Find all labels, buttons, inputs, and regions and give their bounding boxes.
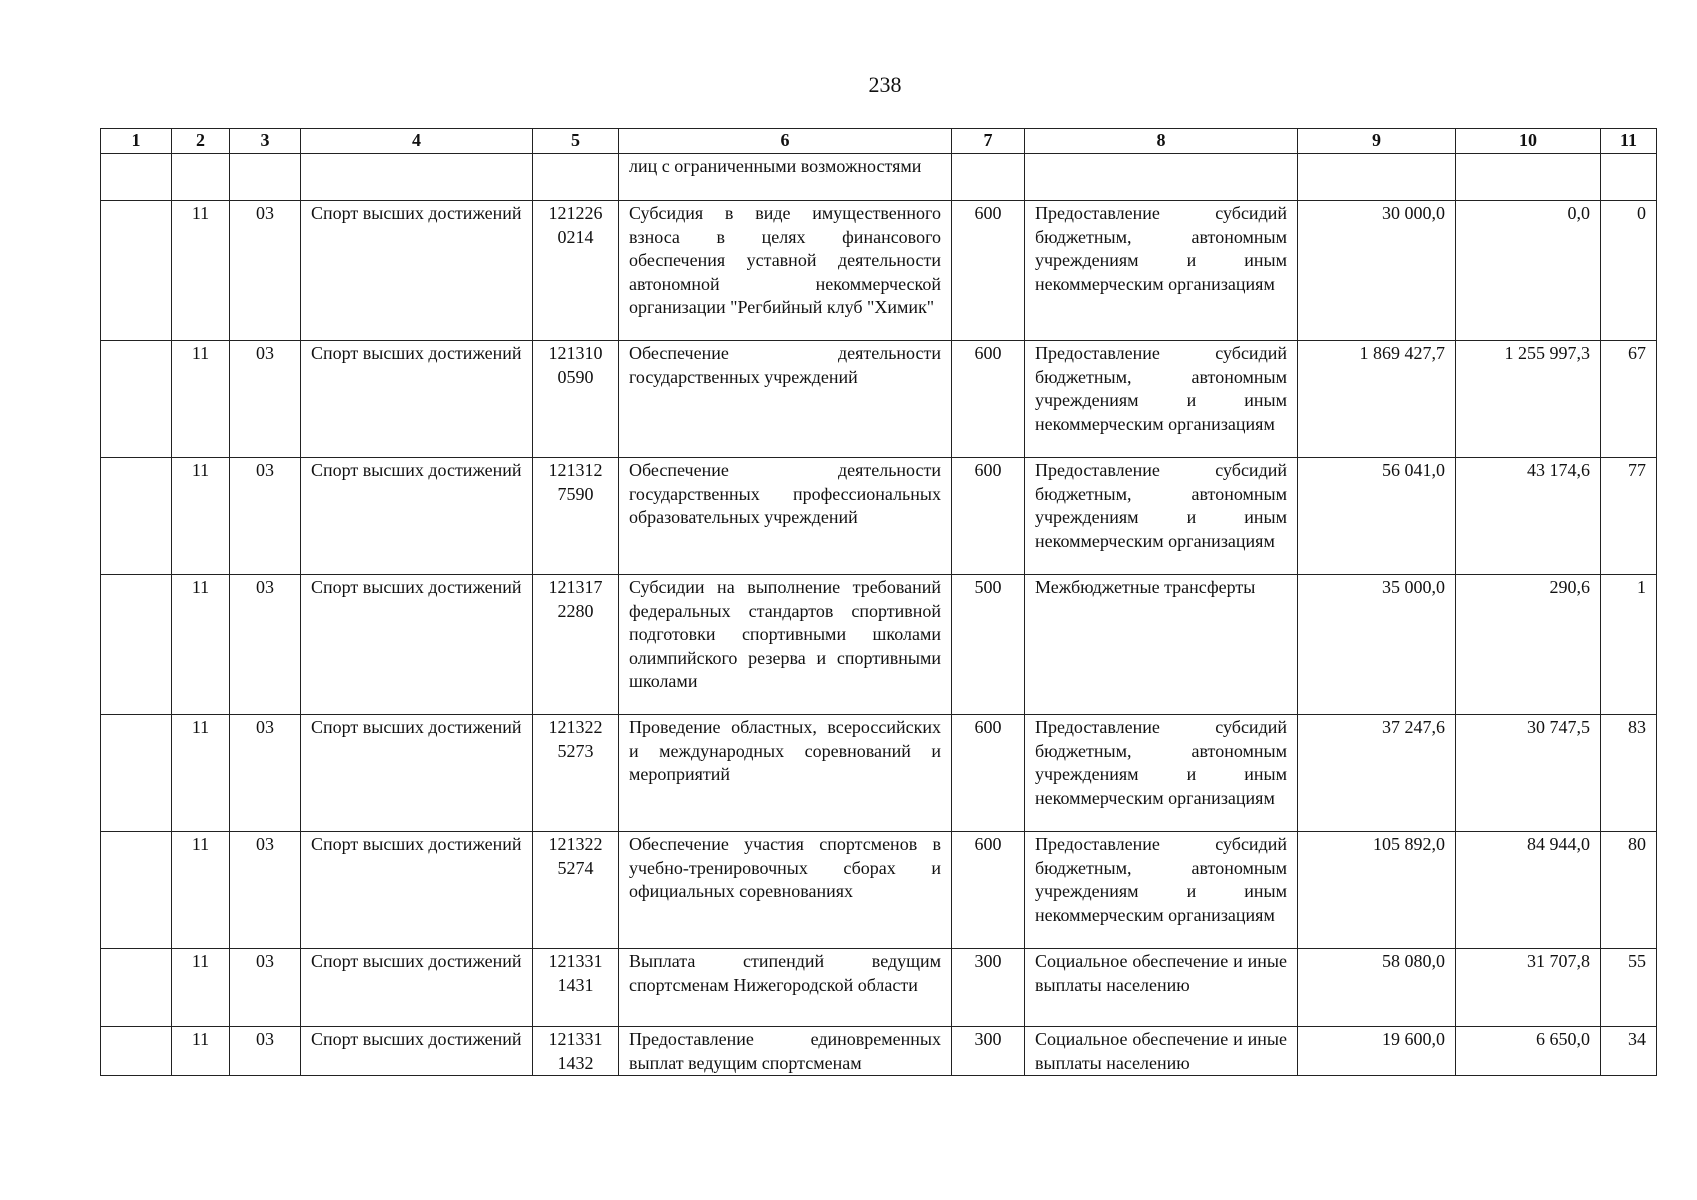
fact-cell: 1 255 997,3 [1456,341,1601,458]
cell-col2: 11 [172,1027,230,1076]
description-cell [619,1027,952,1076]
plan-cell: 37 247,6 [1298,715,1456,832]
type-name-text: Предоставление субсидий бюджетным, автономным учреждениям и иным некоммерческим организациям [1035,834,1287,925]
fact-cell: 6 650,0 [1456,1027,1601,1076]
section-cell [301,715,533,832]
cell-col3: 03 [230,341,301,458]
continuation-row [101,154,1657,201]
cell-col2: 11 [172,832,230,949]
description-text: Обеспечение деятельности государственных профессиональных образовательных учреждений [629,460,941,527]
section-text: Спорт высших достижений [311,1029,522,1049]
plan-cell: 56 041,0 [1298,458,1456,575]
percent-cell: 80 [1601,832,1657,949]
description-cell [619,201,952,341]
description-text: Предоставление единовременных выплат ведущим спортсменам [629,1029,941,1073]
type-name-cell [1025,715,1298,832]
column-header-9: 9 [1298,129,1456,154]
type-code-cell: 300 [952,949,1025,1027]
column-header-5: 5 [533,129,619,154]
code-cell [533,832,619,949]
percent-cell: 67 [1601,341,1657,458]
type-name-cell [1025,1027,1298,1076]
cell-col3: 03 [230,201,301,341]
type-name-text: Предоставление субсидий бюджетным, автономным учреждениям и иным некоммерческим организациям [1035,717,1287,808]
type-code-cell: 500 [952,575,1025,715]
column-header-10: 10 [1456,129,1601,154]
type-code-cell: 300 [952,1027,1025,1076]
section-text: Спорт высших достижений [311,717,522,737]
type-name-cell [1025,458,1298,575]
section-cell [301,832,533,949]
type-name-cell [1025,201,1298,341]
page-number: 238 [868,72,902,97]
code-text: 121322 5273 [548,717,603,761]
description-cell [619,575,952,715]
table-row [101,715,1657,832]
code-text: 121331 1432 [548,1029,603,1073]
cell-col3: 03 [230,458,301,575]
cell-col1 [101,341,172,458]
type-name-text: Предоставление субсидий бюджетным, автономным учреждениям и иным некоммерческим организациям [1035,343,1287,434]
type-name-text: Предоставление субсидий бюджетным, автономным учреждениям и иным некоммерческим организациям [1035,203,1287,294]
section-cell [301,458,533,575]
column-header-4: 4 [301,129,533,154]
table-row [101,341,1657,458]
code-text: 121226 0214 [548,203,603,247]
cell-col1 [101,575,172,715]
section-cell [301,575,533,715]
table-row [101,201,1657,341]
fact-cell: 84 944,0 [1456,832,1601,949]
cell-col3: 03 [230,575,301,715]
section-cell [301,1027,533,1076]
code-text: 121322 5274 [548,834,603,878]
section-cell [301,201,533,341]
description-text: лиц с ограниченными возможностями [629,156,922,176]
column-header-11: 11 [1601,129,1657,154]
fact-cell: 31 707,8 [1456,949,1601,1027]
description-cell [619,458,952,575]
type-name-cell [1025,949,1298,1027]
type-code-cell: 600 [952,458,1025,575]
percent-cell: 83 [1601,715,1657,832]
cell-col1 [101,201,172,341]
type-code-cell: 600 [952,201,1025,341]
section-text: Спорт высших достижений [311,951,522,971]
table-row [101,949,1657,1027]
header-row [101,129,1657,154]
code-text: 121317 2280 [548,577,603,621]
code-cell [533,949,619,1027]
description-text: Субсидии на выполнение требований федеральных стандартов спортивной подготовки спортивными школами олимпийского резерва и спортивными школами [629,577,941,691]
code-cell [533,575,619,715]
cell-col2: 11 [172,341,230,458]
fact-cell: 0,0 [1456,201,1601,341]
section-text: Спорт высших достижений [311,203,522,223]
description-text: Обеспечение деятельности государственных учреждений [629,343,941,387]
type-name-cell [1025,832,1298,949]
column-header-7: 7 [952,129,1025,154]
plan-cell: 19 600,0 [1298,1027,1456,1076]
cell-col3: 03 [230,949,301,1027]
cell-col1 [101,715,172,832]
type-name-text: Предоставление субсидий бюджетным, автономным учреждениям и иным некоммерческим организациям [1035,460,1287,551]
description-cell [619,949,952,1027]
cell-col3: 03 [230,715,301,832]
cell-col2: 11 [172,949,230,1027]
fact-cell: 290,6 [1456,575,1601,715]
description-text: Субсидия в виде имущественного взноса в целях финансового обеспечения уставной деятельности автономной некоммерческой организации "Регбийный клуб "Химик" [629,203,941,317]
percent-cell: 55 [1601,949,1657,1027]
description-cell [619,341,952,458]
description-cell [619,832,952,949]
type-code-cell: 600 [952,341,1025,458]
code-cell [533,715,619,832]
section-text: Спорт высших достижений [311,460,522,480]
description-cell [619,154,952,201]
code-cell [533,458,619,575]
code-text: 121312 7590 [548,460,603,504]
code-cell [533,341,619,458]
type-name-cell [1025,341,1298,458]
percent-cell: 34 [1601,1027,1657,1076]
cell-col3: 03 [230,1027,301,1076]
description-text: Проведение областных, всероссийских и международных соревнований и мероприятий [629,717,941,784]
code-text: 121331 1431 [548,951,603,995]
section-cell [301,341,533,458]
code-cell [533,1027,619,1076]
cell-col1 [101,1027,172,1076]
cell-col3: 03 [230,832,301,949]
table-row [101,458,1657,575]
plan-cell: 30 000,0 [1298,201,1456,341]
fact-cell: 30 747,5 [1456,715,1601,832]
section-text: Спорт высших достижений [311,834,522,854]
table-row [101,832,1657,949]
column-header-8: 8 [1025,129,1298,154]
cell-col2: 11 [172,458,230,575]
description-text: Обеспечение участия спортсменов в учебно-тренировочных сборах и официальных соревнованиях [629,834,941,901]
cell-col1 [101,458,172,575]
table-row [101,1027,1657,1076]
column-header-1: 1 [101,129,172,154]
percent-cell: 77 [1601,458,1657,575]
cell-col1 [101,949,172,1027]
cell-col2: 11 [172,575,230,715]
section-text: Спорт высших достижений [311,577,522,597]
type-name-text: Социальное обеспечение и иные выплаты населению [1035,951,1287,995]
column-header-3: 3 [230,129,301,154]
fact-cell: 43 174,6 [1456,458,1601,575]
plan-cell: 105 892,0 [1298,832,1456,949]
cell-col2: 11 [172,201,230,341]
plan-cell: 58 080,0 [1298,949,1456,1027]
percent-cell: 0 [1601,201,1657,341]
type-name-cell [1025,575,1298,715]
section-cell [301,949,533,1027]
type-code-cell: 600 [952,832,1025,949]
cell-col2: 11 [172,715,230,832]
column-header-6: 6 [619,129,952,154]
plan-cell: 1 869 427,7 [1298,341,1456,458]
budget-table [100,128,1657,1076]
cell-col1 [101,832,172,949]
code-cell [533,201,619,341]
description-cell [619,715,952,832]
section-text: Спорт высших достижений [311,343,522,363]
description-text: Выплата стипендий ведущим спортсменам Нижегородской области [629,951,941,995]
percent-cell: 1 [1601,575,1657,715]
column-header-2: 2 [172,129,230,154]
plan-cell: 35 000,0 [1298,575,1456,715]
type-name-text: Межбюджетные трансферты [1035,577,1256,597]
type-code-cell: 600 [952,715,1025,832]
type-name-text: Социальное обеспечение и иные выплаты населению [1035,1029,1287,1073]
code-text: 121310 0590 [548,343,603,387]
table-row [101,575,1657,715]
